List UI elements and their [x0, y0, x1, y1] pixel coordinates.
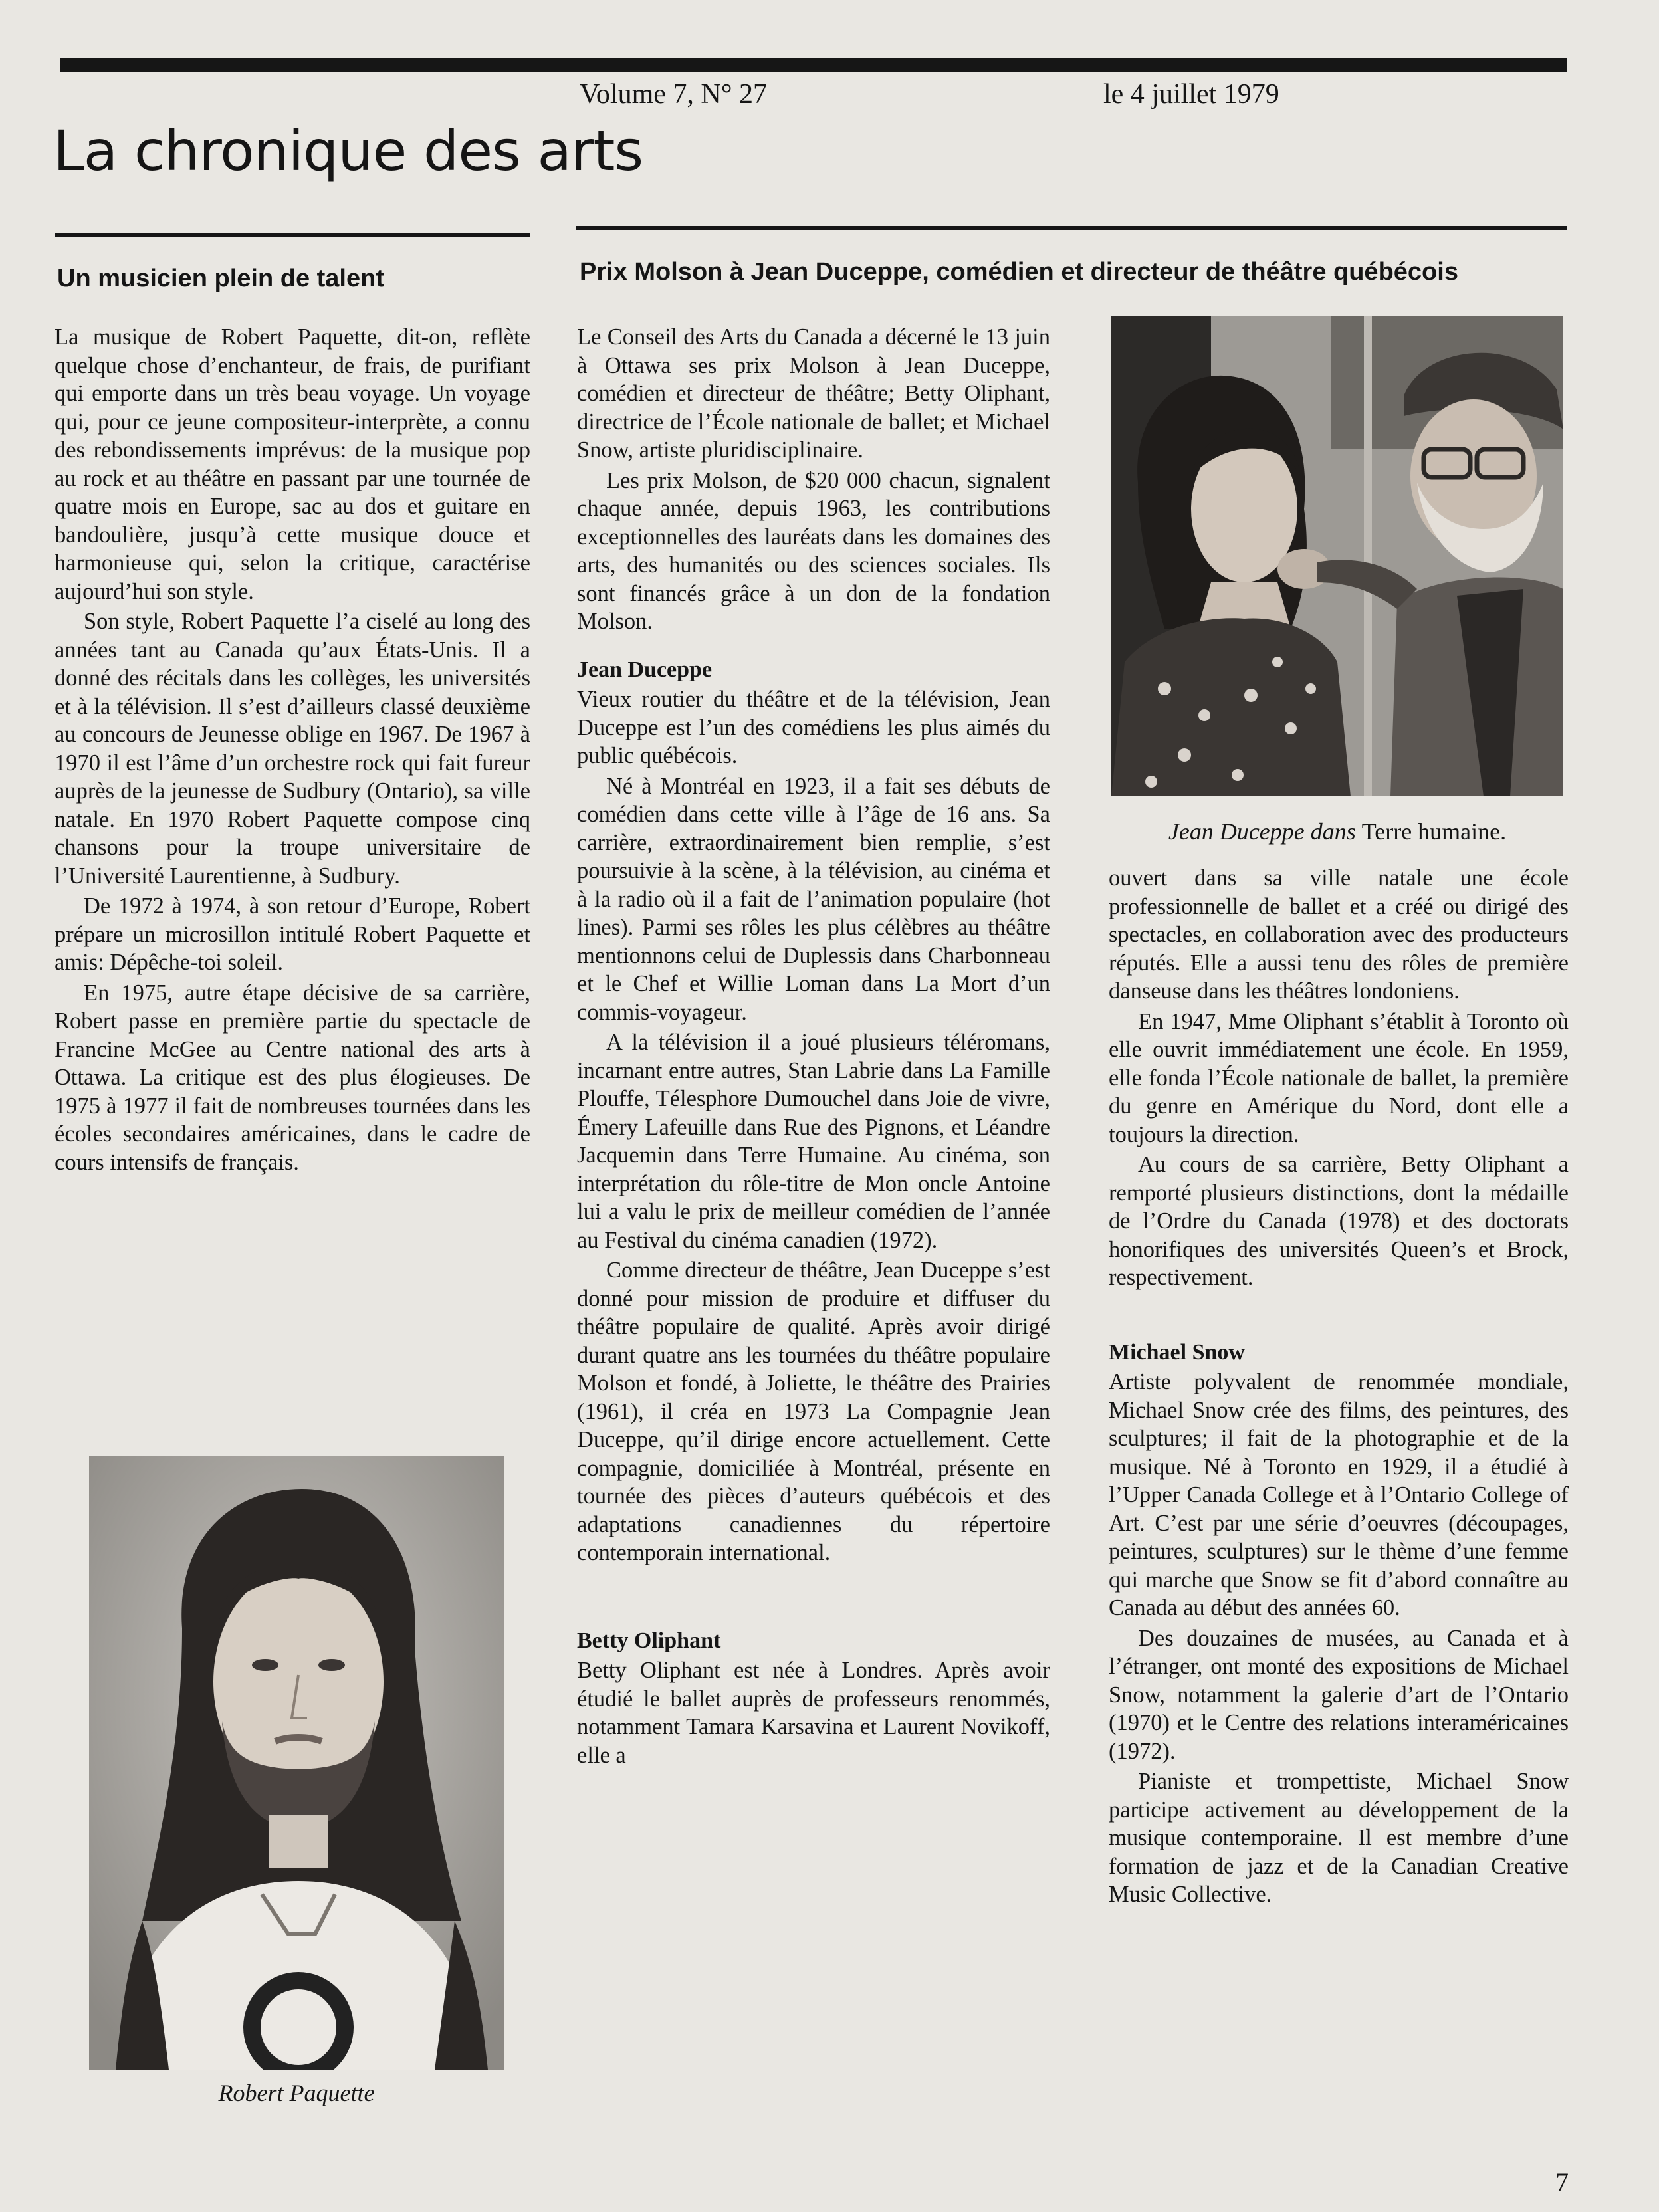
left-article-body	[55, 323, 530, 1178]
scene-image	[1111, 316, 1563, 796]
paragraph: Des douzaines de musées, au Canada et à l’étranger, ont monté des expositions de Michael Snow, notamment la galerie d’art de l’Ontario (1970) et le Centre des relations interaméricaines (1972).	[1109, 1625, 1569, 1764]
jean-duceppe-photo	[1111, 316, 1563, 796]
issue-date: le 4 juillet 1979	[1103, 79, 1279, 110]
main-article-continued	[1109, 864, 1569, 1911]
left-column-rule	[55, 233, 530, 237]
betty-oliphant-heading: Betty Oliphant	[577, 1628, 721, 1653]
caption-work-title: Terre humaine.	[1361, 818, 1507, 845]
paragraph: Son style, Robert Paquette l’a ciselé au long des années tant au Canada qu’aux États-Unis. Il a donné des récitals dans les collèges, les universités et à la télévision. Il s’est d’ailleurs classé deuxième au concours de Jeunesse oblige en 1967. De 1967 à 1970 il est l’âme d’un orchestre rock qui fait fureur auprès de la jeunesse de Sudbury (Ontario), sa ville natale. En 1970 Robert Paquette compose cinq chansons pour la troupe universitaire de l’Université Laurentienne, à Sudbury.	[55, 609, 530, 889]
paragraph: A la télévision il a joué plusieurs téléromans, incarnant entre autres, Stan Labrie dans La Famille Plouffe, Télesphore Dumouchel dans Joie de vivre, Émery Lafeuille dans Rue des Pignons, et Léandre Jacquemin dans Terre Humaine. Au cinéma, son interprétation du rôle-titre de Mon oncle Antoine lui a valu le prix de meilleur comédien de l’année au Festival du cinéma canadien (1972).	[577, 1030, 1050, 1253]
paragraph: Artiste polyvalent de renommée mondiale, Michael Snow crée des films, des peintures, des sculptures; il fait de la photographie et de la musique. Né à Toronto en 1929, il a étudié à l’Upper Canada College et à l’Ontario College of Art. C’est par une série d’oeuvres (découpages, peintures, sculptures) sur le thème d’une femme qui marche que Snow se fit d’abord connaître au Canada au début des années 60.	[1109, 1369, 1569, 1620]
paragraph: Au cours de sa carrière, Betty Oliphant a remporté plusieurs distinctions, dont la médaille de l’Ordre du Canada (1978) et des doctorats honorifiques des universités Queen’s et Brock, respectivement.	[1109, 1152, 1569, 1290]
paragraph: Vieux routier du théâtre et de la télévision, Jean Duceppe est l’un des comédiens les plus aimés du public québécois.	[577, 687, 1050, 768]
section-title: La chronique des arts	[53, 118, 643, 183]
jean-duceppe-caption	[1110, 818, 1565, 845]
top-rule	[60, 58, 1567, 72]
caption-name: Jean Duceppe	[1168, 818, 1305, 845]
paragraph: En 1947, Mme Oliphant s’établit à Toronto où elle ouvrit immédiatement une école. En 1959, elle fonda l’École nationale de ballet, la première du genre en Amérique du Nord, dont elle a toujours la direction.	[1109, 1008, 1569, 1147]
paragraph: En 1975, autre étape décisive de sa carrière, Robert passe en première partie du spectacle de Francine McGee au Centre national des arts à Ottawa. La critique est des plus élogieuses. De 1975 à 1977 il fait de nombreuses tournées dans les écoles secondaires américaines, dans le cadre de cours intensifs de français.	[55, 980, 530, 1175]
portrait-image	[89, 1456, 504, 2070]
main-article-headline: Prix Molson à Jean Duceppe, comédien et directeur de théâtre québécois	[580, 258, 1458, 286]
volume-number: Volume 7, N° 27	[580, 79, 768, 110]
caption-connector: dans	[1310, 818, 1356, 845]
main-article-body	[577, 323, 1050, 1771]
paragraph: Le Conseil des Arts du Canada a décerné le 13 juin à Ottawa ses prix Molson à Jean Duceppe, comédien et directeur de théâtre; Betty Oliphant, directrice de l’École nationale de ballet; et Michael Snow, artiste pluridisciplinaire.	[577, 324, 1050, 463]
paragraph: Les prix Molson, de $20 000 chacun, signalent chaque année, depuis 1963, les contributions exceptionnelles des lauréats dans les domaines des arts, des humanités ou des sciences sociales. Ils sont financés grâce à un don de la fondation Molson.	[577, 467, 1050, 634]
main-article-rule	[576, 226, 1567, 230]
paragraph: De 1972 à 1974, à son retour d’Europe, Robert prépare un microsillon intitulé Robert Paquette et amis: Dépêche-toi soleil.	[55, 893, 530, 975]
robert-paquette-caption: Robert Paquette	[218, 2080, 375, 2106]
left-article-headline: Un musicien plein de talent	[57, 265, 384, 292]
michael-snow-heading: Michael Snow	[1109, 1339, 1245, 1365]
paragraph: Né à Montréal en 1923, il a fait ses débuts de comédien dans cette ville à l’âge de 16 ans. Sa carrière, extraordinairement bien remplie, s’est poursuivie à la scène, à la télévision, au cinéma et à la radio où il a fait de l’animation populaire (hot lines). Parmi ses rôles les plus célèbres au théâtre mentionnons celui de Duplessis dans Charbonneau et le Chef et Willie Loman dans La Mort d’un commis-voyageur.	[577, 773, 1050, 1025]
paragraph: Betty Oliphant est née à Londres. Après avoir étudié le ballet auprès de professeurs renommés, notamment Tamara Karsavina et Laurent Novikoff, elle a	[577, 1658, 1050, 1768]
robert-paquette-photo	[89, 1456, 504, 2070]
paragraph: La musique de Robert Paquette, dit-on, reflète quelque chose d’enchanteur, de frais, de purifiant qui emporte dans un très beau voyage. Un voyage qui, pour ce jeune compositeur-interprète, a connu des rebondissements imprévus: de la musique pop au rock et au théâtre en passant par une tournée de quatre mois en Europe, sac au dos et guitare en bandoulière, jusqu’à cette musique douce et harmonieuse qui, selon la critique, caractérise aujourd’hui son style.	[55, 324, 530, 604]
paragraph: ouvert dans sa ville natale une école professionnelle de ballet et a créé ou dirigé des spectacles, en collaboration avec des producteurs réputés. Elle a aussi tenu des rôles de première danseuse dans les théâtres londoniens.	[1109, 865, 1569, 1004]
paragraph: Comme directeur de théâtre, Jean Duceppe s’est donné pour mission de produire et diffuser du théâtre populaire de qualité. Après avoir dirigé durant quatre ans les tournées du théâtre populaire Molson et fondé, à Joliette, le théâtre des Prairies (1961), il créa en 1973 La Compagnie Jean Duceppe, qu’il dirige encore actuellement. Cette compagnie, domiciliée à Montréal, présente en tournée des pièces d’auteurs québécois et des adaptations canadiennes du répertoire contemporain international.	[577, 1258, 1050, 1565]
paragraph: Pianiste et trompettiste, Michael Snow participe activement au développement de la musique contemporaine. Il est membre d’une formation de jazz et de la Canadian Creative Music Collective.	[1109, 1769, 1569, 1907]
jean-duceppe-heading: Jean Duceppe	[577, 657, 713, 682]
page-number: 7	[1555, 2167, 1569, 2197]
